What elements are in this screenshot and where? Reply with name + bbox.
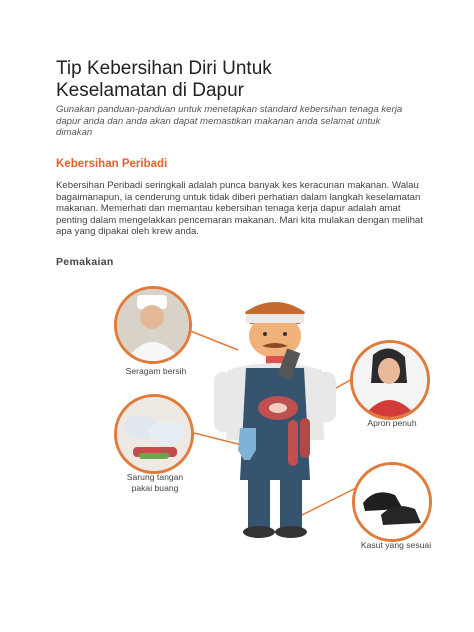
caption-apron: Apron penuh [367,418,417,428]
gloves-photo [114,394,194,474]
shoes-photo-icon [355,465,429,539]
shoes-photo [352,462,432,542]
title-line-2: Keselamatan di Dapur [56,80,244,101]
caption-shoes: Kasut yang sesuai [360,540,432,550]
caption-gloves-line-2: pakai buang [131,482,179,493]
chef-illustration [200,290,350,540]
apron-photo-icon [353,343,427,417]
gloves-photo-icon [117,397,191,471]
intro-text: Gunakan panduan-panduan untuk menetapkan standard kebersihan tenaga kerja dapur anda dan anda akan dapat memastikan makanan anda selamat untuk dimakan [56,104,403,138]
caption-gloves-line-1: Sarung tangan [126,472,184,482]
chef-photo-icon [117,289,189,361]
uniform-photo [114,286,192,364]
sub-heading: Pemakaian [56,256,114,268]
title-line-1: Tip Kebersihan Diri Untuk [56,58,272,79]
apron-photo [350,340,430,420]
caption-uniform: Seragam bersih [125,366,187,376]
section-heading: Kebersihan Peribadi [56,158,168,170]
body-paragraph: Kebersihan Peribadi seringkali adalah punca banyak kes keracunan makanan. Walau bagaimanapun, ia cenderung untuk tidak diberi perhatian dalam langkah keselamatan makanan. Memerhati dan memantau kebersihan tenaga kerja dapur adalah amat penting dalam mengelakkan pencemaran makanan. Mari kita mulakan dengan melihat apa yang dipakai oleh krew anda. [56,180,423,238]
caption-gloves [106,472,204,493]
